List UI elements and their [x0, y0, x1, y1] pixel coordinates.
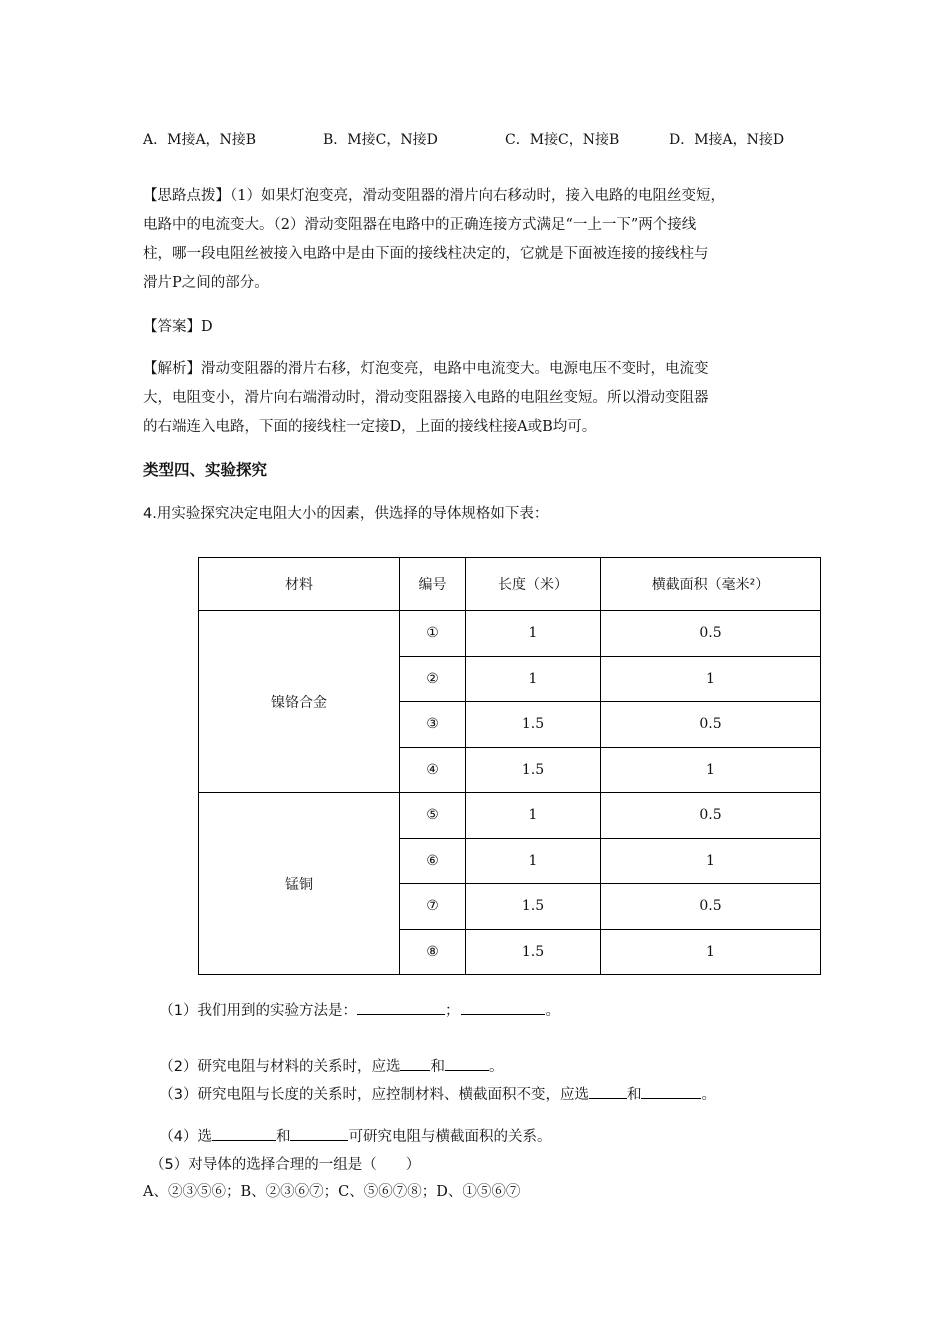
answer-blank[interactable] [290, 1126, 348, 1141]
header-material: 材料 [199, 558, 400, 611]
id-cell: ① [400, 611, 466, 657]
sub-question-1: （1）我们用到的实验方法是： ； 。 [150, 983, 560, 1020]
table-row [199, 611, 821, 657]
hint-line-1: 【思路点拨】（1）如果灯泡变亮，滑动变阻器的滑片向右移动时，接入电路的电阻丝变短， [143, 188, 725, 204]
material-cell: 锰铜 [199, 793, 400, 975]
length-cell: 1.5 [466, 702, 601, 748]
length-cell: 1.5 [466, 929, 601, 975]
header-length: 长度（米） [466, 558, 601, 611]
hint-line-2: 电路中的电流变大。（2）滑动变阻器在电路中的正确连接方式满足“一上一下”两个接线 [143, 217, 697, 233]
analysis-line-1: 【解析】滑动变阻器的滑片右移，灯泡变亮，电路中电流变大。电源电压不变时，电流变 [143, 361, 709, 377]
header-id: 编号 [400, 558, 466, 611]
length-cell: 1 [466, 838, 601, 884]
area-cell: 1 [601, 929, 821, 975]
area-cell: 1 [601, 656, 821, 702]
option-d: D．M接A，N接D [669, 132, 785, 148]
id-cell: ⑤ [400, 793, 466, 839]
answer-blank[interactable] [641, 1084, 701, 1099]
question-stem: 4.用实验探究决定电阻大小的因素，供选择的导体规格如下表： [143, 506, 549, 522]
area-cell: 0.5 [601, 611, 821, 657]
table-header-row [199, 558, 821, 611]
option-b: B．M接C，N接D [323, 132, 438, 148]
sub-question-4: （4）选 和 可研究电阻与横截面积的关系。 [150, 1109, 551, 1146]
id-cell: ③ [400, 702, 466, 748]
length-cell: 1 [466, 656, 601, 702]
id-cell: ② [400, 656, 466, 702]
sub-question-3: （3）研究电阻与长度的关系时，应控制材料、横截面积不变，应选 和 。 [150, 1067, 716, 1104]
header-area: 横截面积（毫米²） [601, 558, 821, 611]
answer-blank[interactable] [212, 1126, 276, 1141]
id-cell: ⑧ [400, 929, 466, 975]
answer-blank[interactable] [461, 1000, 545, 1015]
id-cell: ⑥ [400, 838, 466, 884]
sub-question-2: （2）研究电阻与材料的关系时，应选 和 。 [150, 1039, 503, 1076]
id-cell: ⑦ [400, 884, 466, 930]
sub-question-5: （5）对导体的选择合理的一组是（ ） [150, 1157, 421, 1173]
analysis-line-3: 的右端连入电路，下面的接线柱一定接D，上面的接线柱接A或B均可。 [143, 419, 597, 435]
hint-line-4: 滑片P之间的部分。 [143, 275, 269, 291]
area-cell: 1 [601, 838, 821, 884]
option-a: A．M接A，N接B [143, 132, 257, 148]
area-cell: 1 [601, 747, 821, 793]
table-row [199, 793, 821, 839]
answer-blank[interactable] [589, 1084, 627, 1099]
area-cell: 0.5 [601, 884, 821, 930]
length-cell: 1 [466, 611, 601, 657]
choices-line: A、②③⑤⑥；B、②③⑥⑦；C、⑤⑥⑦⑧；D、①⑤⑥⑦ [143, 1184, 521, 1200]
length-cell: 1 [466, 793, 601, 839]
area-cell: 0.5 [601, 793, 821, 839]
answer-blank[interactable] [357, 1000, 445, 1015]
hint-line-3: 柱，哪一段电阻丝被接入电路中是由下面的接线柱决定的，它就是下面被连接的接线柱与 [143, 246, 709, 262]
area-cell: 0.5 [601, 702, 821, 748]
section-title: 类型四、实验探究 [143, 461, 268, 479]
material-cell: 镍铬合金 [199, 611, 400, 793]
length-cell: 1.5 [466, 747, 601, 793]
length-cell: 1.5 [466, 884, 601, 930]
analysis-line-2: 大，电阻变小，滑片向右端滑动时，滑动变阻器接入电路的电阻丝变短。所以滑动变阻器 [143, 390, 709, 406]
option-c: C．M接C，N接B [505, 132, 620, 148]
id-cell: ④ [400, 747, 466, 793]
conductor-spec-table [198, 557, 821, 975]
answer-line: 【答案】D [143, 319, 213, 335]
